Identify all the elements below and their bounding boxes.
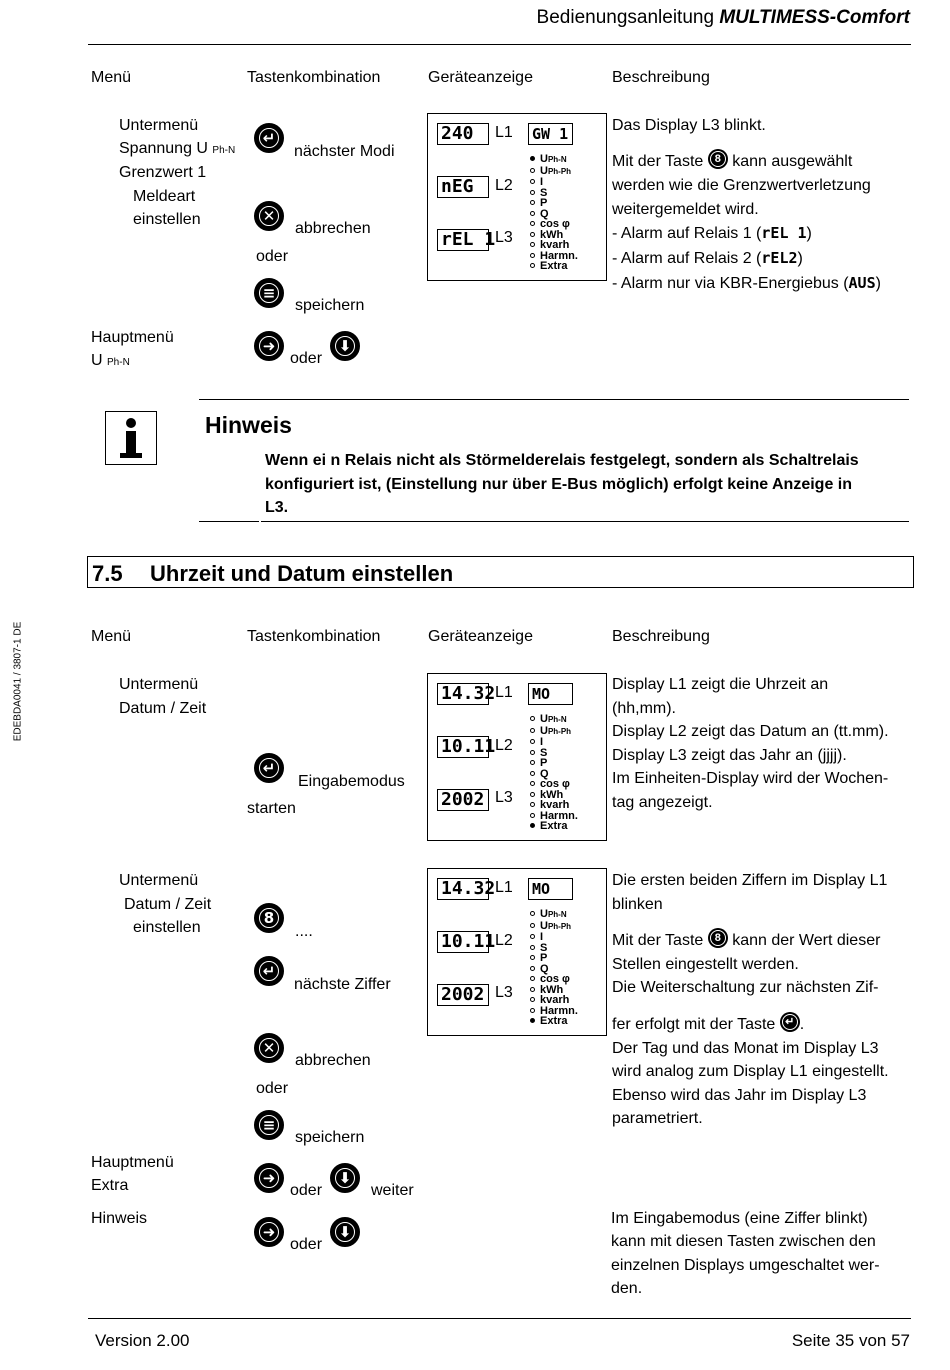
device-display [427,113,607,281]
cancel-button[interactable] [254,201,284,231]
main-menu-label: Hauptmenü [91,329,174,346]
info-icon-stem [126,431,136,455]
main-menu-label [91,349,130,374]
device-display [427,673,607,841]
indicator-label: I [540,176,544,188]
desc-line: (hh,mm). [612,700,676,717]
main-menu-sub: Ph-N [107,357,130,368]
col-header-description: Beschreibung [612,628,710,645]
indicator-dot [530,232,535,237]
document-icon: ≡ [262,284,276,302]
desc-line: tag angezeigt. [612,794,713,811]
hint-text-line: L3. [265,499,289,516]
indicator-sub: Ph-Ph [547,726,572,736]
desc-text: ) [875,275,881,292]
desc-line: Im Einheiten-Display wird der Wochen- [612,770,889,787]
display-l2-label: L2 [495,177,513,194]
indicator-label: U [540,713,548,725]
menu-label: Datum / Zeit [124,896,212,913]
indicator-list [528,909,578,1027]
desc-line [612,149,852,173]
display-l3-label: L3 [495,789,513,806]
indicator-dot [530,200,535,205]
indicator-item [528,188,578,199]
info-icon-dot [126,418,136,428]
digit-key-icon: 8 [708,149,728,169]
desc-text: Mit der Taste [612,932,704,949]
key-label-save: speichern [295,1129,365,1146]
display-unit-value: MO [528,683,573,705]
indicator-list [528,714,578,832]
desc-line [612,928,880,952]
right-arrow-button[interactable] [254,1163,284,1193]
arrow-right-icon: ➜ [262,1223,276,1241]
hint-top-rule [199,399,909,400]
indicator-dot [530,253,535,258]
save-button[interactable] [254,278,284,308]
key-label-save: speichern [295,297,365,314]
indicator-dot [530,716,535,721]
indicator-item [528,821,578,832]
desc-line: werden wie die Grenzwertverletzung [612,177,871,194]
desc-text: kann der Wert dieser [732,932,881,949]
hint-text-line: Wenn ei n Relais nicht als Störmelderelais festgelegt, sondern als Schaltrelais [265,452,859,469]
display-l2-value: 10.11 [437,736,489,758]
indicator-dot [530,802,535,807]
digit-button[interactable] [254,903,284,933]
enter-button[interactable] [254,123,284,153]
indicator-dot [530,823,535,828]
indicator-item [528,748,578,759]
indicator-label: Extra [540,820,568,832]
indicator-dot [530,781,535,786]
desc-line: Display L2 zeigt das Datum an (tt.mm). [612,723,889,740]
indicator-dot [530,934,535,939]
desc-text: - Alarm nur via KBR-Energiebus ( [612,275,849,292]
main-menu-label: Hauptmenü [91,1154,174,1171]
display-unit-value: GW 1 [528,123,573,145]
enter-key-icon: ↵ [780,1012,800,1032]
indicator-label: U [540,724,548,737]
save-button[interactable] [254,1110,284,1140]
lcd-code: rEL 1 [761,224,807,242]
arrow-down-icon: ⬇ [338,337,352,355]
section-title: Uhrzeit und Datum einstellen [150,561,454,586]
indicator-label: P [540,952,548,964]
footer-version: Version 2.00 [95,1331,190,1350]
desc-line: Die ersten beiden Ziffern im Display L1 [612,872,888,889]
indicator-dot [530,190,535,195]
col-header-description: Beschreibung [612,69,710,86]
indicator-dot [530,1018,535,1023]
menu-label: Untermenü [119,872,199,889]
indicator-item [528,198,578,209]
display-l1-label: L1 [495,879,513,896]
key-label-cancel: abbrechen [295,1052,371,1069]
indicator-dot [530,156,535,161]
indicator-dot [530,997,535,1002]
display-l3-label: L3 [495,229,513,246]
desc-text: . [799,1016,805,1033]
menu-label-sub: Ph-N [212,145,236,156]
key-label-next-mode: nächster Modi [294,143,395,160]
indicator-label: Harmn. [540,1004,578,1017]
footer-rule [88,1318,911,1319]
indicator-item [528,909,578,921]
down-arrow-button[interactable] [330,331,360,361]
indicator-dot [530,945,535,950]
indicator-label: S [540,186,548,199]
indicator-label: kWh [540,788,564,801]
indicator-item [528,177,578,188]
close-icon: ✕ [262,207,276,225]
key-label-start: starten [247,800,296,817]
key-label-dots: .... [295,923,313,940]
desc-line [612,1012,804,1036]
col-header-keys: Tastenkombination [247,628,381,645]
indicator-dot [530,771,535,776]
key-label-or: oder [290,1182,323,1199]
indicator-dot [530,179,535,184]
indicator-label: P [540,197,548,209]
indicator-item [528,943,578,954]
desc-line: Das Display L3 blinkt. [612,117,766,134]
indicator-list [528,154,578,272]
page-header-title [537,6,910,29]
down-arrow-button[interactable] [330,1217,360,1247]
menu-label: Meldeart [133,188,196,205]
desc-text: Mit der Taste [612,153,704,170]
info-icon [105,411,157,465]
arrow-right-icon: ➜ [262,1169,276,1187]
key-label-next-digit: nächste Ziffer [294,976,391,993]
indicator-item [528,714,578,726]
header-title-brand: MULTIMESS-Comfort [719,7,910,28]
device-display [427,868,607,1036]
display-l2-value: nEG [437,176,489,198]
arrow-down-icon: ⬇ [338,1169,352,1187]
indicator-label: P [540,757,548,769]
arrow-down-icon: ⬇ [338,1223,352,1241]
enter-icon: ↵ [262,129,276,147]
col-header-menu: Menü [91,69,132,86]
desc-text: ) [797,250,803,267]
key-label-or: oder [290,350,323,367]
desc-text: - Alarm auf Relais 1 ( [612,225,762,242]
indicator-label: U [540,908,548,920]
display-l2-label: L2 [495,737,513,754]
indicator-dot [530,923,535,928]
key-label-or: oder [290,1236,323,1253]
side-document-code: EDEBDA0041 / 3807-1 DE [12,621,24,742]
desc-line: weitergemeldet wird. [612,201,759,218]
indicator-label: S [540,746,548,759]
header-title-regular: Bedienungsanleitung [536,7,720,28]
arrow-right-icon: ➜ [262,337,276,355]
enter-button[interactable] [254,956,284,986]
indicator-label: Q [540,962,549,975]
menu-label: Untermenü [119,676,199,693]
enter-button[interactable] [254,753,284,783]
info-icon-base [120,453,142,458]
display-l1-label: L1 [495,124,513,141]
indicator-dot [530,211,535,216]
indicator-dot [530,1008,535,1013]
display-l1-value: 14.32 [437,683,489,705]
menu-label: Datum / Zeit [119,700,207,717]
indicator-label: kWh [540,228,564,241]
indicator-sub: Ph-Ph [547,166,572,176]
key-label-cancel: abbrechen [295,220,371,237]
desc-line: kann mit diesen Tasten zwischen den [611,1233,876,1250]
indicator-label: I [540,736,544,748]
indicator-label: kWh [540,983,564,996]
display-unit-value: MO [528,878,573,900]
indicator-sub: Ph-N [547,155,567,164]
desc-line: Display L1 zeigt die Uhrzeit an [612,676,829,693]
down-arrow-button[interactable] [330,1163,360,1193]
section-number: 7.5 [92,561,123,586]
enter-icon: ↵ [262,962,276,980]
indicator-label: I [540,931,544,943]
desc-line [612,247,803,270]
display-l2-label: L2 [495,932,513,949]
indicator-label: kvarh [540,239,570,251]
hint-text-line: konfiguriert ist, (Einstellung nur über E-Bus möglich) erfolgt keine Anzeige in [265,476,853,493]
menu-label: einstellen [133,919,201,936]
main-menu-text: U [91,352,103,369]
indicator-dot [530,242,535,247]
close-icon: ✕ [262,1039,276,1057]
desc-line: den. [611,1280,643,1297]
indicator-label: Harmn. [540,249,578,262]
indicator-item [528,921,578,933]
indicator-label: cos φ [540,973,570,985]
col-header-menu: Menü [91,628,132,645]
indicator-dot [530,760,535,765]
indicator-dot [530,263,535,268]
indicator-item [528,166,578,178]
display-l3-label: L3 [495,984,513,1001]
indicator-sub: Ph-N [547,910,567,919]
desc-line [612,272,881,295]
hint-row-label: Hinweis [91,1210,148,1227]
indicator-item [528,758,578,769]
desc-line: Im Eingabemodus (eine Ziffer blinkt) [611,1210,868,1227]
display-l3-value: 2002 [437,789,489,811]
indicator-label: Extra [540,260,568,272]
lcd-code: rEL2 [761,249,798,267]
desc-line: parametriert. [612,1110,703,1127]
right-arrow-button[interactable] [254,331,284,361]
menu-label: einstellen [133,211,201,228]
indicator-dot [530,739,535,744]
indicator-label: Q [540,767,549,780]
desc-text: ) [806,225,812,242]
indicator-sub: Ph-N [547,715,567,724]
indicator-label: kvarh [540,994,570,1006]
desc-line: Die Weiterschaltung zur nächsten Zif- [612,979,879,996]
indicator-item [528,261,578,272]
indicator-item [528,1016,578,1027]
hint-title: Hinweis [205,412,292,438]
col-header-display: Geräteanzeige [428,69,533,86]
indicator-label: Extra [540,1015,568,1027]
desc-line: wird analog zum Display L1 eingestellt. [612,1063,889,1080]
indicator-dot [530,976,535,981]
indicator-dot [530,813,535,818]
document-icon: ≡ [262,1116,276,1134]
desc-line: Stellen eingestellt werden. [612,956,799,973]
indicator-item [528,726,578,738]
enter-icon: ↵ [262,759,276,777]
digit-eight-icon: 8 [263,909,275,927]
display-l2-value: 10.11 [437,931,489,953]
indicator-sub: Ph-Ph [547,921,572,931]
indicator-label: kvarh [540,799,570,811]
menu-label [119,137,235,162]
indicator-item [528,953,578,964]
indicator-label: U [540,919,548,932]
display-l1-label: L1 [495,684,513,701]
indicator-dot [530,966,535,971]
desc-text: kann ausgewählt [732,153,853,170]
footer-page-number: Seite 35 von 57 [791,1331,910,1350]
key-label-or: oder [256,248,289,265]
menu-label-text: Spannung U [119,140,208,157]
indicator-label: cos φ [540,778,570,790]
key-label-next: weiter [371,1182,414,1199]
right-arrow-button[interactable] [254,1217,284,1247]
hint-bottom-rule [261,521,909,522]
desc-line: Display L3 zeigt das Jahr an (jjjj). [612,747,847,764]
desc-text: fer erfolgt mit der Taste [612,1016,776,1033]
display-l1-value: 240 [437,123,489,145]
indicator-item [528,154,578,166]
display-l1-value: 14.32 [437,878,489,900]
indicator-dot [530,221,535,226]
indicator-label: Harmn. [540,809,578,822]
key-label-or: oder [256,1080,289,1097]
col-header-keys: Tastenkombination [247,69,381,86]
indicator-label: cos φ [540,218,570,230]
desc-line: einzelnen Displays umgeschaltet wer- [611,1257,880,1274]
indicator-dot [530,168,535,173]
indicator-label: Q [540,207,549,220]
indicator-dot [530,955,535,960]
desc-line [612,222,812,245]
desc-text: - Alarm auf Relais 2 ( [612,250,762,267]
cancel-button[interactable] [254,1033,284,1063]
display-l3-value: 2002 [437,984,489,1006]
indicator-label: U [540,164,548,177]
digit-key-icon: 8 [708,928,728,948]
col-header-display: Geräteanzeige [428,628,533,645]
desc-line: blinken [612,896,663,913]
indicator-label: S [540,941,548,954]
indicator-dot [530,987,535,992]
header-rule [88,44,911,45]
desc-line: Der Tag und das Monat im Display L3 [612,1040,879,1057]
lcd-code: AUS [848,274,876,292]
indicator-label: U [540,153,548,165]
indicator-dot [530,728,535,733]
indicator-item [528,932,578,943]
desc-line: Ebenso wird das Jahr im Display L3 [612,1087,867,1104]
indicator-dot [530,911,535,916]
menu-label: Grenzwert 1 [119,164,207,181]
menu-label: Untermenü [119,117,199,134]
display-l3-value: rEL 1 [437,229,489,251]
indicator-dot [530,750,535,755]
indicator-item [528,737,578,748]
key-label-input-mode: Eingabemodus [298,773,405,790]
hint-bottom-rule [199,521,259,522]
main-menu-label: Extra [91,1177,129,1194]
indicator-dot [530,792,535,797]
